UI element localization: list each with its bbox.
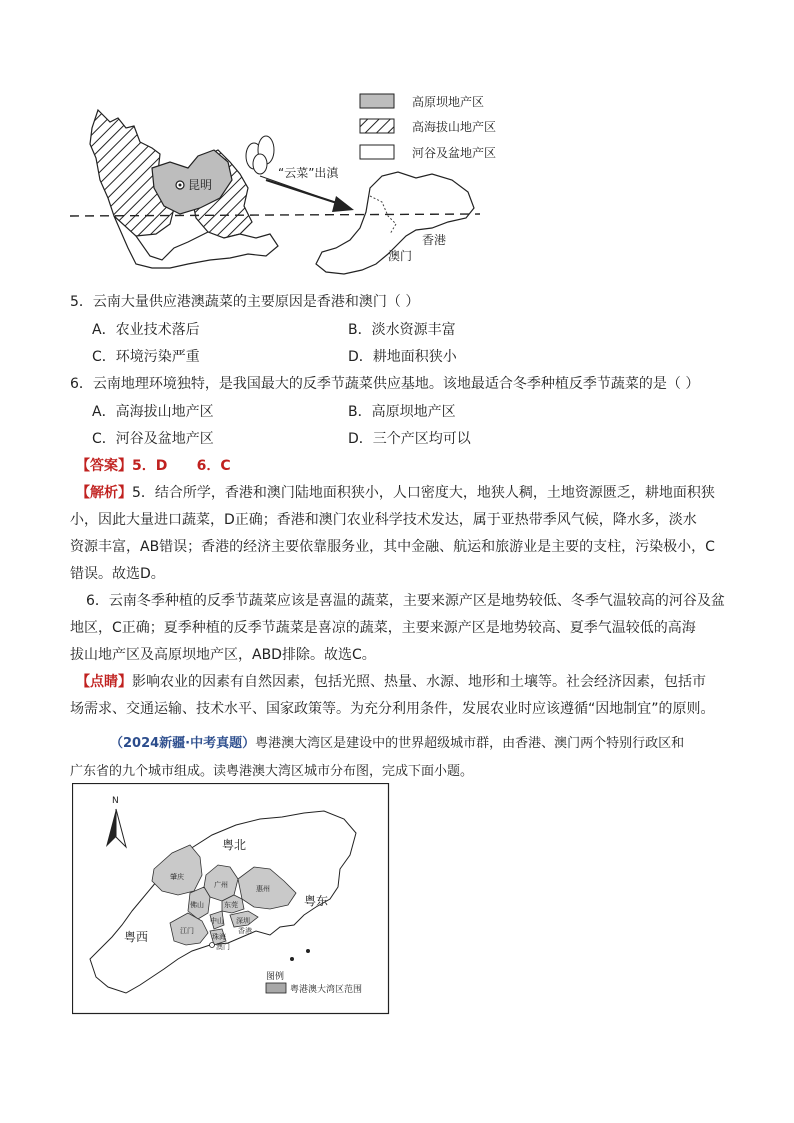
analysis-p6-line-1: 6．云南冬季种植的反季节蔬菜应该是喜温的蔬菜，主要来源产区是地势较低、冬季气温较高的河谷及盆 <box>86 593 725 609</box>
city-label-jiangmen: 江门 <box>180 927 194 935</box>
city-label-macau: 澳门 <box>216 943 230 951</box>
legend-swatch-hatch <box>360 119 394 133</box>
city-label-zhaoqing: 肇庆 <box>170 873 184 881</box>
city-label-guangzhou: 广州 <box>214 881 228 889</box>
q5-option-a: A．农业技术落后 <box>92 322 200 338</box>
city-label-zhuhai: 珠海 <box>212 933 226 941</box>
q5-option-d: D．耕地面积狭小 <box>348 349 457 365</box>
answer-line <box>76 456 231 476</box>
svg-text:N: N <box>112 796 119 806</box>
macau-marker <box>210 943 215 948</box>
map2-legend-swatch <box>266 983 286 993</box>
intro-line-2: 广东省的九个城市组成。读粤港澳大湾区城市分布图，完成下面小题。 <box>70 764 474 779</box>
q6-option-b: B．高原坝地产区 <box>348 404 456 420</box>
macau-label: 澳门 <box>388 249 413 263</box>
legend-label-blank: 河谷及盆地产区 <box>412 146 497 160</box>
arrow-label: “云菜”出滇 <box>278 166 339 180</box>
legend-swatch-gray <box>360 94 394 108</box>
analysis-p5-line-1: 5．结合所学，香港和澳门陆地面积狭小，人口密度大，地狭人稠，土地资源匮乏，耕地面积狭 <box>132 485 715 501</box>
kunming-label: 昆明 <box>188 178 213 192</box>
analysis-p6-line-2: 地区，C正确；夏季种植的反季节蔬菜是喜凉的蔬菜，主要来源产区是地势较高、夏季气温较低的高海 <box>70 620 696 636</box>
yunnan-vegetable-map <box>70 88 520 288</box>
question-5-stem: 5．云南大量供应港澳蔬菜的主要原因是香港和澳门（ ） <box>70 294 420 310</box>
map2-legend-title: 图例 <box>266 972 285 982</box>
intro-line-1: （2024新疆·中考真题）粤港澳大湾区是建设中的世界超级城市群，由香港、澳门两个特别行政区和 <box>110 736 685 751</box>
q6-option-c: C．河谷及盆地产区 <box>92 431 214 447</box>
city-label-zhongshan: 中山 <box>210 917 224 925</box>
region-label-yuedong: 粤东 <box>304 894 329 908</box>
comment-line-2: 场需求、交通运输、技术水平、国家政策等。为充分利用条件，发展农业时应该遵循“因地制宜”的原则。 <box>70 701 715 717</box>
q6-option-d: D．三个产区均可以 <box>348 431 471 447</box>
q5-option-b: B．淡水资源丰富 <box>348 322 456 338</box>
analysis-p5-line-2: 小，因此大量进口蔬菜，D正确；香港和澳门农业科学技术发达，属于亚热带季风气候，降水多，淡水 <box>70 512 697 528</box>
analysis-p5-line-4: 错误。故选D。 <box>70 566 165 582</box>
analysis-tag: 【解析】 <box>76 485 132 501</box>
analysis-p6-line-3: 拔山地产区及高原坝地产区，ABD排除。故选C。 <box>70 647 376 663</box>
legend-swatch-blank <box>360 145 394 159</box>
map2-legend-label: 粤港澳大湾区范围 <box>290 985 363 995</box>
analysis-p5-line-3: 资源丰富，AB错误；香港的经济主要依靠服务业，其中金融、航运和旅游业是主要的支柱，污染极小，C <box>70 539 715 555</box>
island-dot <box>290 957 294 961</box>
city-label-dongguan: 东莞 <box>224 901 238 909</box>
comment-line-1: 【点睛】影响农业的因素有自然因素，包括光照、热量、水源、地形和土壤等。社会经济因素，包括市 <box>76 674 706 690</box>
city-label-foshan: 佛山 <box>190 901 204 909</box>
region-label-yuebei: 粤北 <box>222 838 247 852</box>
answer-text: 5．D 6．C <box>132 458 231 474</box>
export-arrow <box>260 176 354 212</box>
vegetable-icon <box>246 136 274 174</box>
comment-tag: 【点睛】 <box>76 674 132 690</box>
hongkong-label: 香港 <box>422 233 447 247</box>
legend-label-gray: 高原坝地产区 <box>412 95 485 109</box>
greater-bay-area-map <box>72 783 390 1015</box>
city-label-hongkong: 香港 <box>238 927 252 935</box>
q6-option-a: A．高海拔山地产区 <box>92 404 214 420</box>
intro-block <box>70 730 684 786</box>
city-label-huizhou: 惠州 <box>256 885 270 893</box>
city-label-shenzhen: 深圳 <box>236 917 250 925</box>
analysis-line <box>76 480 736 507</box>
analysis-block <box>70 480 736 723</box>
region-label-yuexi: 粤西 <box>124 930 149 944</box>
island-dot <box>306 949 310 953</box>
question-6-stem: 6．云南地理环境独特，是我国最大的反季节蔬菜供应基地。该地最适合冬季种植反季节蔬菜的是（ ） <box>70 376 700 392</box>
answer-tag: 【答案】 <box>76 458 132 474</box>
intro-source: （2024新疆·中考真题） <box>110 736 256 751</box>
q5-option-c: C．环境污染严重 <box>92 349 200 365</box>
legend-label-hatch: 高海拔山地产区 <box>412 120 497 134</box>
